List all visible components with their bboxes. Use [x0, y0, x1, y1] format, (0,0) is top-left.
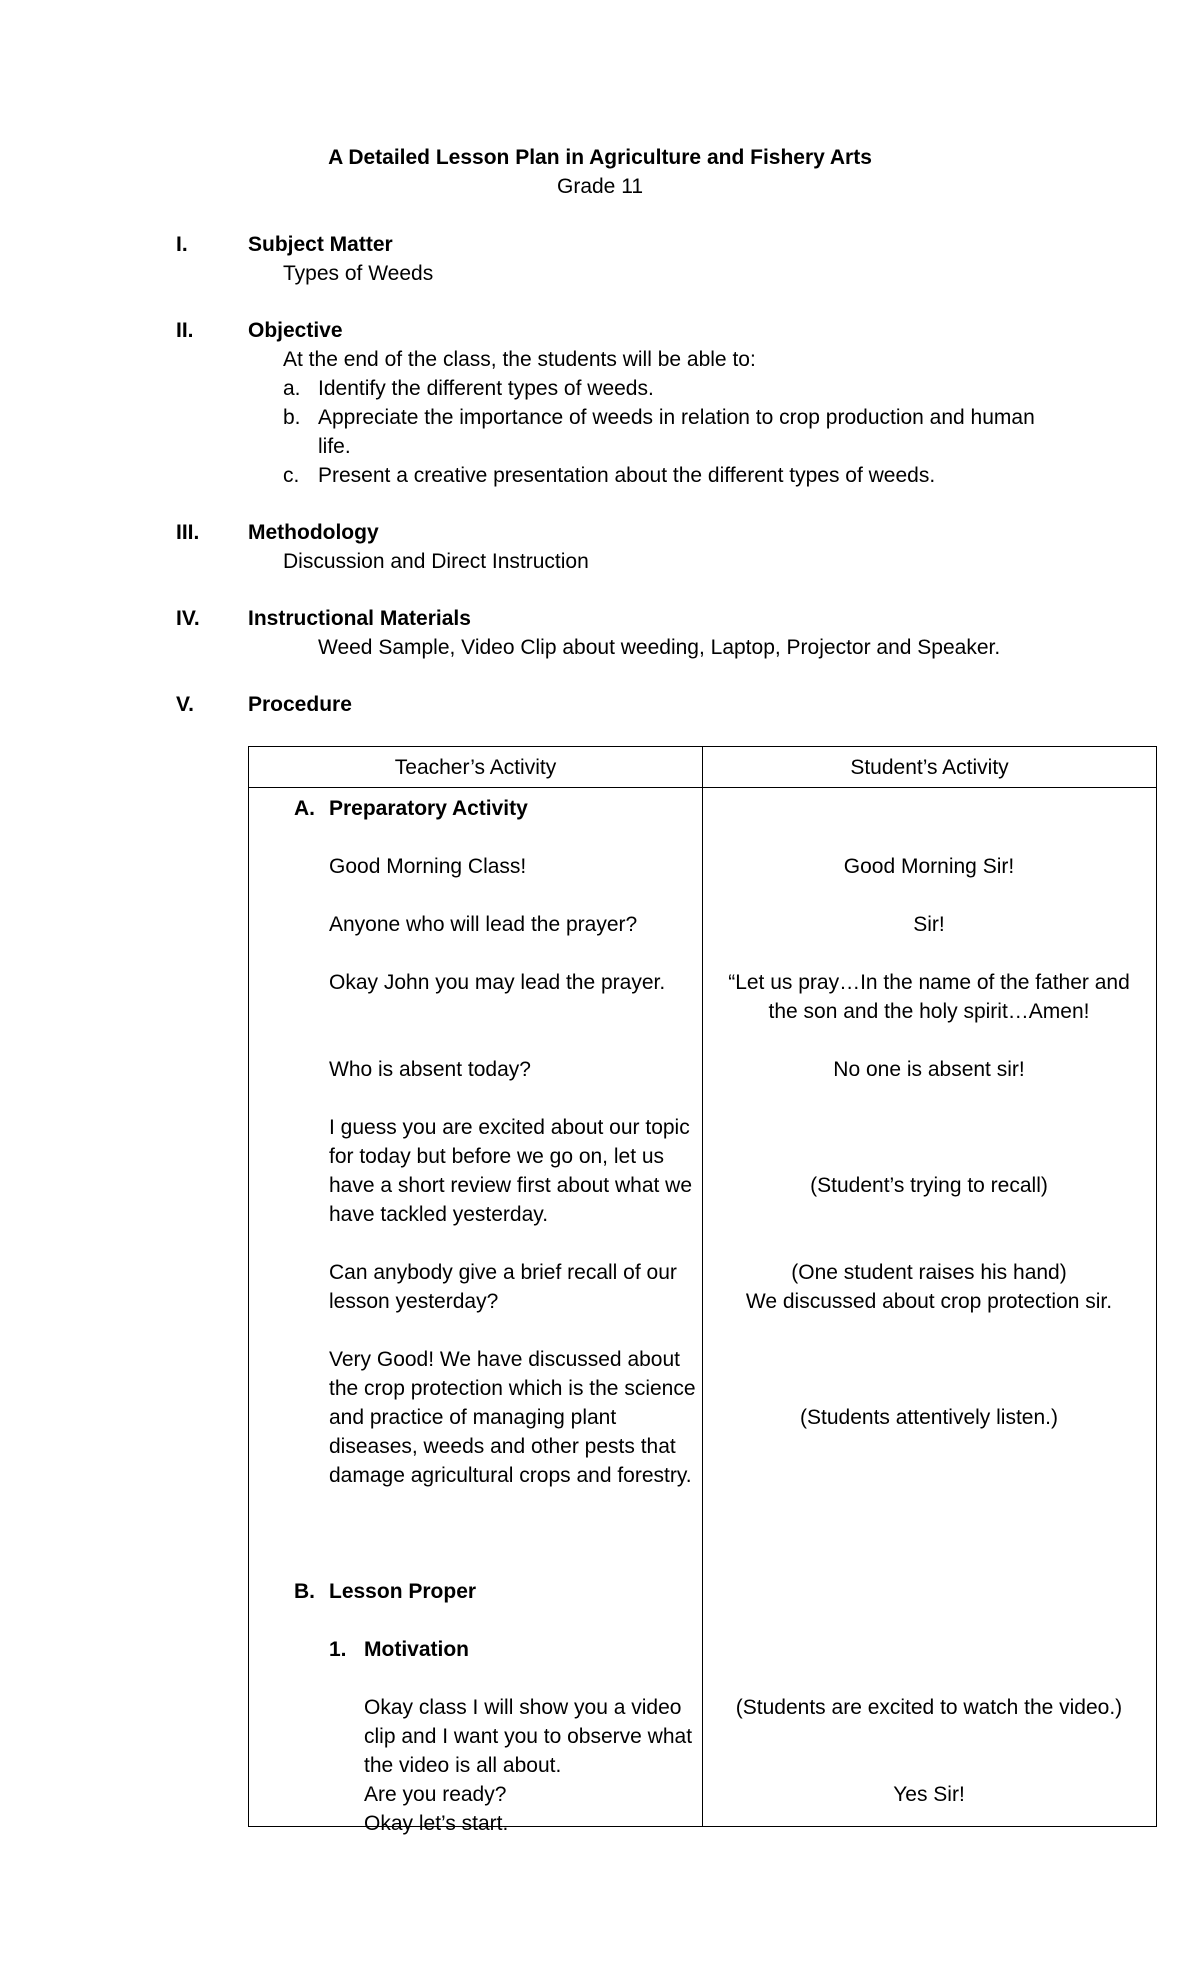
section-instructional-materials [176, 604, 1076, 664]
section-heading: Procedure [248, 693, 352, 716]
teacher-line: Good Morning Class! [329, 855, 527, 878]
section-heading: Methodology [248, 521, 379, 544]
objective-letter: c. [283, 464, 300, 487]
student-activity-cell [703, 788, 1157, 1827]
student-line: Good Morning Sir! [843, 855, 1015, 878]
teacher-line: Very Good! We have discussed about the crop protection which is the science and practice of managing plant diseases, weeds and other pests that damage agricultural crops and forestry. [329, 1348, 696, 1487]
subsection-heading: Lesson Proper [329, 1580, 477, 1603]
teacher-activity-header: Teacher’s Activity [249, 747, 703, 788]
student-line: (One student raises his hand) [791, 1261, 1067, 1284]
section-number: III. [176, 521, 200, 544]
student-line: No one is absent sir! [833, 1058, 1025, 1081]
section-procedure [176, 690, 1076, 720]
section-objective [176, 316, 1076, 496]
teacher-line: Who is absent today? [329, 1058, 531, 1081]
section-number: IV. [176, 607, 200, 630]
procedure-table [248, 746, 1157, 1835]
section-heading: Objective [248, 319, 343, 342]
subsection-heading: Preparatory Activity [329, 797, 528, 820]
section-methodology [176, 518, 1076, 578]
objective-item: Appreciate the importance of weeds in relation to crop production and human life. [318, 406, 1035, 458]
teacher-activity-cell [249, 788, 703, 1835]
teacher-line: Can anybody give a brief recall of our lesson yesterday? [329, 1261, 677, 1313]
student-line: We discussed about crop protection sir. [745, 1290, 1113, 1313]
objective-letter: a. [283, 377, 301, 400]
materials-text: Weed Sample, Video Clip about weeding, Laptop, Projector and Speaker. [318, 636, 1001, 659]
subsection-letter: B. [294, 1580, 315, 1603]
document-title: A Detailed Lesson Plan in Agriculture and Fishery Arts [328, 146, 872, 169]
student-line: (Students attentively listen.) [800, 1406, 1058, 1429]
section-subject-matter [176, 230, 1076, 290]
teacher-line: Okay let’s start. [364, 1812, 509, 1835]
objective-letter: b. [283, 406, 301, 429]
student-line: “Let us pray…In the name of the father and the son and the holy spirit…Amen! [728, 971, 1130, 1023]
teacher-line: Okay class I will show you a video clip and I want you to observe what the video is all about. [364, 1696, 693, 1777]
item-number: 1. [329, 1638, 347, 1661]
item-heading: Motivation [364, 1638, 469, 1661]
student-line: (Student’s trying to recall) [810, 1174, 1048, 1197]
student-line: Yes Sir! [893, 1783, 965, 1806]
subsection-letter: A. [294, 797, 315, 820]
teacher-line: Anyone who will lead the prayer? [329, 913, 638, 936]
objective-intro: At the end of the class, the students will be able to: [283, 348, 756, 371]
methodology-text: Discussion and Direct Instruction [283, 550, 589, 573]
teacher-line: Are you ready? [364, 1783, 507, 1806]
section-heading: Instructional Materials [248, 607, 471, 630]
objective-item: Identify the different types of weeds. [318, 377, 654, 400]
student-line: Sir! [913, 913, 945, 936]
section-number: V. [176, 693, 194, 716]
subject-text: Types of Weeds [283, 262, 434, 285]
student-activity-header: Student’s Activity [703, 747, 1157, 788]
section-number: II. [176, 319, 194, 342]
objective-item: Present a creative presentation about the different types of weeds. [318, 464, 936, 487]
student-line: (Students are excited to watch the video.) [735, 1696, 1123, 1719]
grade-level: Grade 11 [557, 175, 643, 198]
section-heading: Subject Matter [248, 233, 393, 256]
teacher-line: Okay John you may lead the prayer. [329, 971, 666, 994]
section-number: I. [176, 233, 188, 256]
teacher-line: I guess you are excited about our topic for today but before we go on, let us have a short review first about what we have tackled yesterday. [329, 1116, 693, 1226]
